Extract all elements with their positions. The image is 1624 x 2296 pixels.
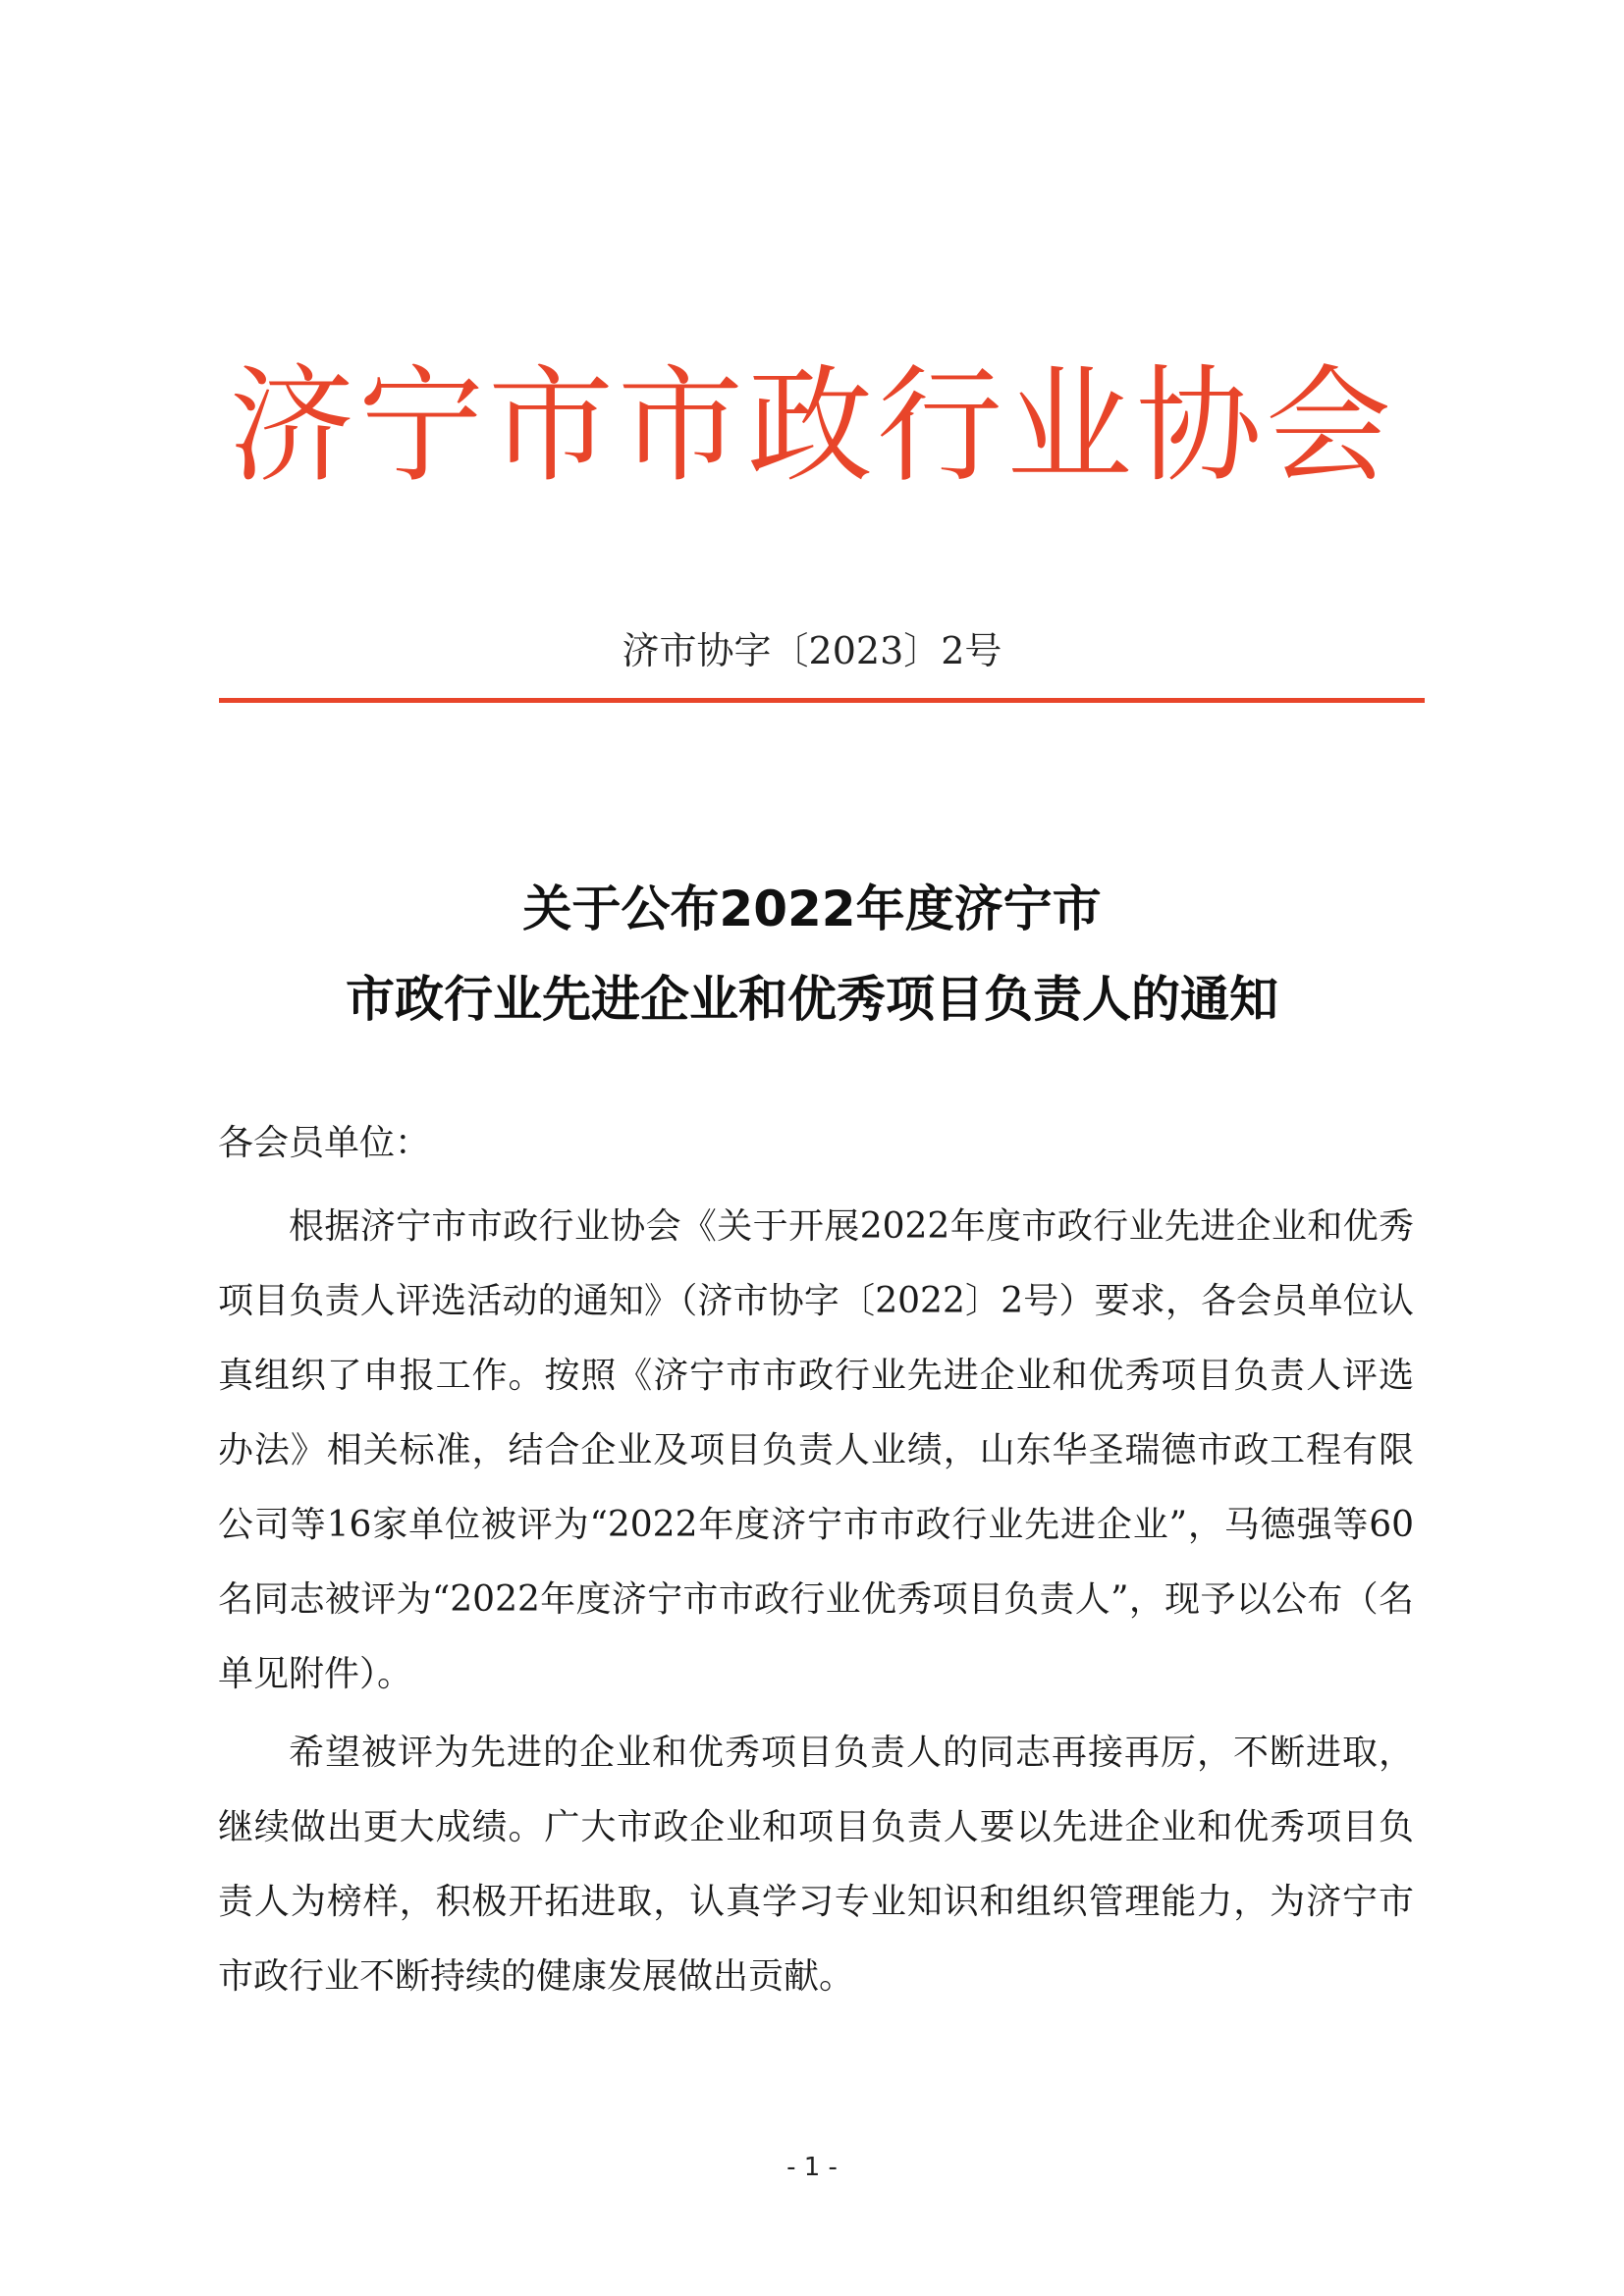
document-number: 济市协字〔2023〕2号 [622,629,1002,672]
title-line-1: 关于公布2022年度济宁市 [522,881,1102,937]
salutation: 各会员单位： [218,1123,431,1163]
document-title [147,864,1477,1044]
red-divider-line [219,698,1425,703]
body-paragraph-2: 希望被评为先进的企业和优秀项目负责人的同志再接再厉，不断进取，继续做出更大成绩。广大市政企业和项目负责人要以先进企业和优秀项目负责人为榜样，积极开拓进取，认真学习专业知识和组织管理能力，为济宁市市政行业不断持续的健康发展做出贡献。 [218,1733,1414,1997]
organization-masthead: 济宁市市政行业协会 [228,353,1395,500]
page-number: - 1 - [786,2153,838,2182]
title-line-2: 市政行业先进企业和优秀项目负责人的通知 [346,971,1278,1028]
body-paragraph-1: 根据济宁市市政行业协会《关于开展2022年度市政行业先进企业和优秀项目负责人评选活动的通知》（济市协字〔2022〕2号）要求，各会员单位认真组织了申报工作。按照《济宁市市政行业先进企业和优秀项目负责人评选办法》相关标准，结合企业及项目负责人业绩，山东华圣瑞德市政工程有限公司等16家单位被评为“2022年度济宁市市政行业先进企业”，马德强等60名同志被评为“2022年度济宁市市政行业优秀项目负责人”，现予以公布（名单见附件）。 [218,1206,1414,1694]
